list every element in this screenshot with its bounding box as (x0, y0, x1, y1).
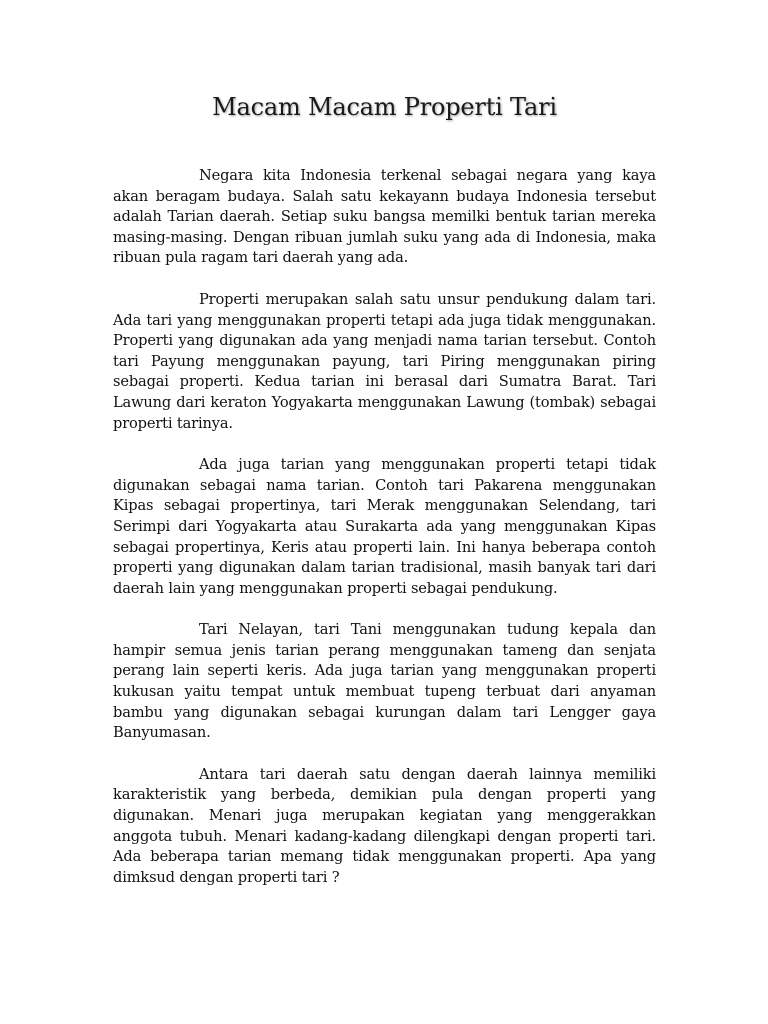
paragraph-3: Ada juga tarian yang menggunakan properti tetapi tidak digunakan sebagai nama tarian. Contoh tari Pakarena menggunakan Kipas sebagai propertinya, tari Merak menggunakan Selendang, tari Serimpi dari Yogyakarta atau Surakarta ada yang menggunakan Kipas sebagai propertinya, Keris atau properti lain. Ini hanya beberapa contoh properti yang digunakan dalam tarian tradisional, masih banyak tari dari daerah lain yang menggunakan properti sebagai pendukung. (113, 456, 656, 597)
paragraph-1: Negara kita Indonesia terkenal sebagai negara yang kaya akan beragam budaya. Salah satu kekayann budaya Indonesia tersebut adalah Tarian daerah. Setiap suku bangsa memilki bentuk tarian mereka masing-masing. Dengan ribuan jumlah suku yang ada di Indonesia, maka ribuan pula ragam tari daerah yang ada. (113, 167, 656, 267)
paragraph-5: Antara tari daerah satu dengan daerah lainnya memiliki karakteristik yang berbeda, demikian pula dengan properti yang digunakan. Menari juga merupakan kegiatan yang menggerakkan anggota tubuh. Menari kadang-kadang dilengkapi dengan properti tari. Ada beberapa tarian memang tidak menggunakan properti. Apa yang dimksud dengan properti tari ? (113, 765, 656, 886)
paragraph-4: Tari Nelayan, tari Tani menggunakan tudung kepala dan hampir semua jenis tarian perang menggunakan tameng dan senjata perang lain seperti keris. Ada juga tarian yang menggunakan properti kukusan yaitu tempat untuk membuat tupeng terbuat dari anyaman bambu yang digunakan sebagai kurungan dalam tari Lengger gaya Banyumasan. (113, 621, 656, 742)
document-title: Macam Macam Properti Tari (212, 93, 557, 121)
paragraph-2: Properti merupakan salah satu unsur pendukung dalam tari. Ada tari yang menggunakan properti tetapi ada juga tidak menggunakan. Properti yang digunakan ada yang menjadi nama tarian tersebut. Contoh tari Payung menggunakan payung, tari Piring menggunakan piring sebagai properti. Kedua tarian ini berasal dari Sumatra Barat. Tari Lawung dari keraton Yogyakarta menggunakan Lawung (tombak) sebagai properti tarinya. (113, 290, 656, 432)
